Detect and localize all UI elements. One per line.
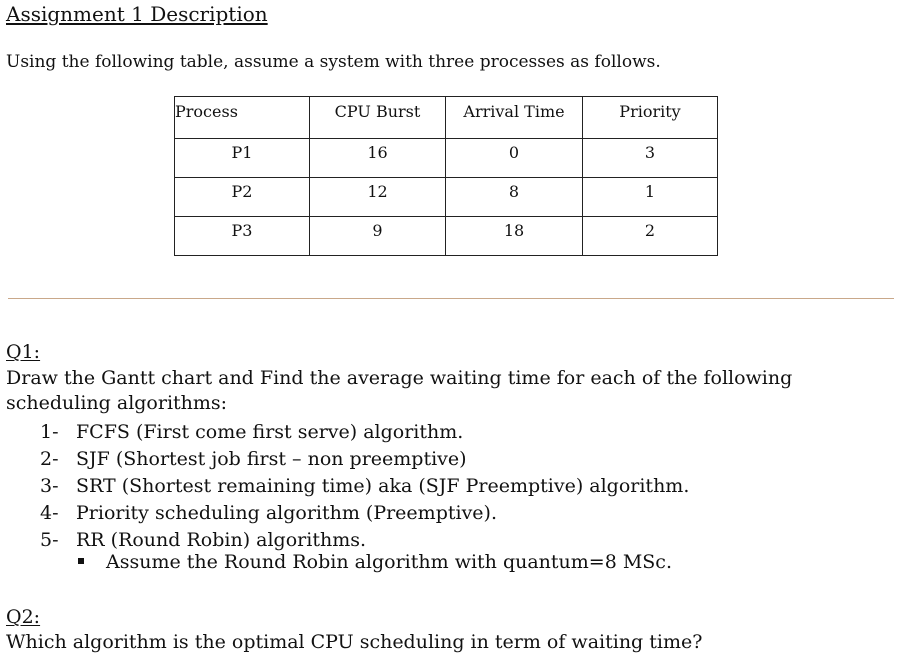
table-header-row — [175, 97, 718, 139]
header-priority: Priority — [583, 97, 718, 139]
q2-text: Which algorithm is the optimal CPU scheduling in term of waiting time? — [6, 631, 703, 653]
list-item-number: 2- — [40, 448, 59, 470]
cell-arrival-time: 18 — [446, 217, 583, 256]
process-table — [174, 96, 718, 256]
cell-cpu-burst: 9 — [310, 217, 446, 256]
table-row — [175, 139, 718, 178]
document-title: Assignment 1 Description — [6, 2, 268, 26]
cell-cpu-burst: 16 — [310, 139, 446, 178]
list-item — [40, 473, 689, 500]
cell-arrival-time: 0 — [446, 139, 583, 178]
list-item-text: SJF (Shortest job first – non preemptive) — [76, 448, 467, 470]
list-item-number: 3- — [40, 475, 59, 497]
cell-process: P3 — [175, 217, 310, 256]
list-item-text: Priority scheduling algorithm (Preemptive). — [76, 502, 497, 524]
algorithm-list — [40, 419, 689, 554]
cell-priority: 1 — [583, 178, 718, 217]
cell-cpu-burst: 12 — [310, 178, 446, 217]
q1-text: Draw the Gantt chart and Find the average waiting time for each of the following scheduling algorithms: — [6, 367, 793, 414]
list-item-number: 4- — [40, 502, 59, 524]
q1-label: Q1: — [6, 341, 41, 363]
intro-text: Using the following table, assume a system with three processes as follows. — [6, 52, 661, 72]
list-item-number: 1- — [40, 421, 59, 443]
list-item-text: FCFS (First come first serve) algorithm. — [76, 421, 464, 443]
list-item — [40, 500, 689, 527]
table-row — [175, 178, 718, 217]
square-bullet-icon — [78, 558, 84, 564]
list-item-text: RR (Round Robin) algorithms. — [76, 529, 367, 551]
list-item — [40, 419, 689, 446]
list-item-number: 5- — [40, 529, 59, 551]
cell-process: P1 — [175, 139, 310, 178]
header-arrival-time: Arrival Time — [446, 97, 583, 139]
header-process: Process — [175, 97, 310, 139]
list-item — [40, 527, 689, 554]
table-row — [175, 217, 718, 256]
cell-priority: 3 — [583, 139, 718, 178]
q2-label: Q2: — [6, 606, 41, 628]
list-item — [40, 446, 689, 473]
section-divider — [8, 298, 894, 299]
list-item-text: SRT (Shortest remaining time) aka (SJF Preemptive) algorithm. — [76, 475, 690, 497]
cell-process: P2 — [175, 178, 310, 217]
cell-priority: 2 — [583, 217, 718, 256]
header-cpu-burst: CPU Burst — [310, 97, 446, 139]
cell-arrival-time: 8 — [446, 178, 583, 217]
rr-quantum-note — [78, 551, 672, 573]
rr-quantum-text: Assume the Round Robin algorithm with quantum=8 MSc. — [106, 551, 672, 573]
